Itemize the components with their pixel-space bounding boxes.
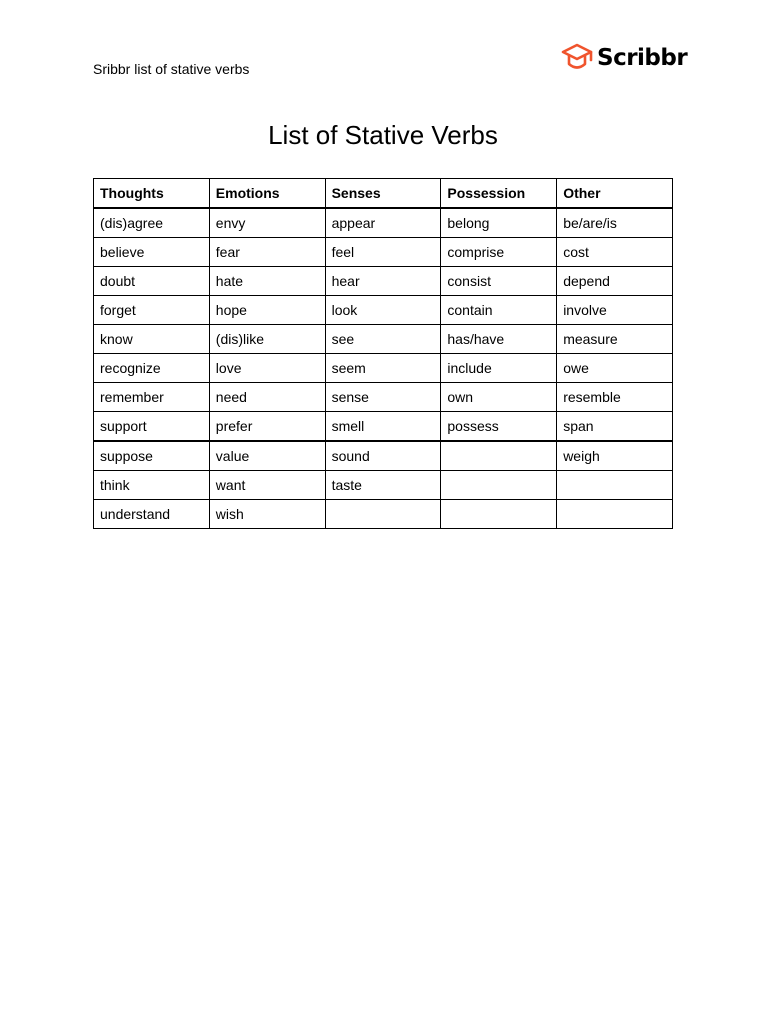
table-cell: involve <box>557 296 673 325</box>
table-cell <box>441 441 557 471</box>
table-cell: feel <box>325 238 441 267</box>
table-header-row <box>94 179 673 209</box>
table-cell <box>441 500 557 529</box>
table-cell: forget <box>94 296 210 325</box>
column-header-possession: Possession <box>441 179 557 209</box>
table-cell: sense <box>325 383 441 412</box>
table-cell <box>557 500 673 529</box>
table-row <box>94 238 673 267</box>
table-cell: seem <box>325 354 441 383</box>
table-cell: resemble <box>557 383 673 412</box>
table-cell: own <box>441 383 557 412</box>
table-cell: has/have <box>441 325 557 354</box>
column-header-other: Other <box>557 179 673 209</box>
table-cell: sound <box>325 441 441 471</box>
table-cell: suppose <box>94 441 210 471</box>
table-cell: be/are/is <box>557 208 673 238</box>
logo-wordmark: Scribbr <box>597 45 688 71</box>
table-cell: measure <box>557 325 673 354</box>
table-cell: hope <box>209 296 325 325</box>
table-row <box>94 500 673 529</box>
graduation-cap-icon <box>560 42 594 74</box>
table-cell: hear <box>325 267 441 296</box>
table-cell: (dis)agree <box>94 208 210 238</box>
table-cell <box>557 471 673 500</box>
table-cell: look <box>325 296 441 325</box>
table-row <box>94 412 673 442</box>
table-cell: fear <box>209 238 325 267</box>
stative-verbs-table <box>93 178 673 529</box>
table-cell: consist <box>441 267 557 296</box>
table-cell: believe <box>94 238 210 267</box>
table-cell: include <box>441 354 557 383</box>
table-cell: cost <box>557 238 673 267</box>
column-header-thoughts: Thoughts <box>94 179 210 209</box>
table-cell: appear <box>325 208 441 238</box>
table-cell: understand <box>94 500 210 529</box>
table-row <box>94 267 673 296</box>
table-cell <box>325 500 441 529</box>
table-cell: value <box>209 441 325 471</box>
table-row <box>94 325 673 354</box>
column-header-emotions: Emotions <box>209 179 325 209</box>
table-cell: envy <box>209 208 325 238</box>
table-cell: recognize <box>94 354 210 383</box>
table-cell: smell <box>325 412 441 442</box>
table-cell: owe <box>557 354 673 383</box>
table-cell: think <box>94 471 210 500</box>
table-cell: support <box>94 412 210 442</box>
scribbr-logo <box>560 42 690 74</box>
table-cell: prefer <box>209 412 325 442</box>
column-header-senses: Senses <box>325 179 441 209</box>
document-title: List of Stative Verbs <box>268 120 498 150</box>
table-cell: see <box>325 325 441 354</box>
table-cell: possess <box>441 412 557 442</box>
table-cell: remember <box>94 383 210 412</box>
table-cell: taste <box>325 471 441 500</box>
table-row <box>94 354 673 383</box>
table-cell: belong <box>441 208 557 238</box>
table-cell: (dis)like <box>209 325 325 354</box>
table-cell: contain <box>441 296 557 325</box>
table-cell: depend <box>557 267 673 296</box>
document-header-text: Sribbr list of stative verbs <box>93 61 250 77</box>
table-row <box>94 296 673 325</box>
table-cell: weigh <box>557 441 673 471</box>
table-row <box>94 441 673 471</box>
table-row <box>94 471 673 500</box>
table-cell: comprise <box>441 238 557 267</box>
table-row <box>94 383 673 412</box>
table-cell: wish <box>209 500 325 529</box>
table-cell: doubt <box>94 267 210 296</box>
table-cell: need <box>209 383 325 412</box>
table-cell: know <box>94 325 210 354</box>
table-cell: love <box>209 354 325 383</box>
table-cell: want <box>209 471 325 500</box>
table-cell: hate <box>209 267 325 296</box>
table-cell <box>441 471 557 500</box>
table-cell: span <box>557 412 673 442</box>
table-row <box>94 208 673 238</box>
